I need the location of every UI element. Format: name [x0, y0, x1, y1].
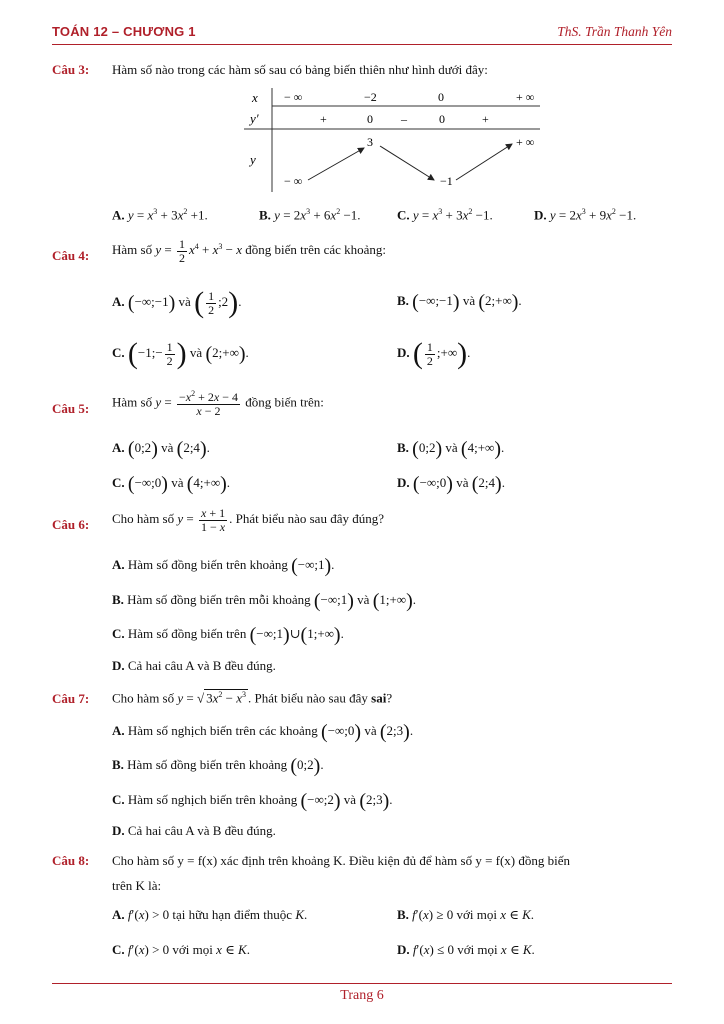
arrow-up-1 — [308, 148, 364, 180]
table-x-val: − ∞ — [284, 90, 303, 104]
question-8-option-a[interactable]: A. f′(x) > 0 tại hữu hạn điểm thuộc K. — [112, 907, 308, 922]
question-8-stem-line2: trên K là: — [112, 878, 162, 893]
page-number: Trang 6 — [340, 988, 384, 1003]
question-3-stem: Hàm số nào trong các hàm số sau có bảng biến thiên như hình dưới đây: — [112, 62, 488, 77]
question-5-label: Câu 5: — [52, 401, 90, 416]
question-3-option-b[interactable]: B. $y = 2x^3 + 6x^2 -1$. — [259, 207, 361, 223]
table-x-head: x — [252, 90, 258, 105]
question-7-stem: Cho hàm số y = √ $3x^2 - x^3$ . Phát biểu nào sau đây sai? — [112, 690, 393, 706]
question-3-option-c[interactable]: C. $y = x^3 + 3x^2 -1$. — [397, 207, 493, 223]
question-8-option-b[interactable]: B. f′(x) ≥ 0 với mọi x ∈ K. — [397, 907, 535, 922]
question-3-option-a[interactable]: A. $y = x^3 + 3x^2 +1$. — [112, 207, 208, 223]
table-sign: 0 — [439, 112, 445, 126]
question-4-stem: Hàm số y = $\frac{1}{2}$ $x^4 + x^3 - x$ đồng biến trên các khoảng: — [112, 237, 387, 265]
question-6-option-a[interactable]: A. Hàm số đồng biến trên khoảng (−∞;1). — [112, 555, 335, 577]
table-yprime-head: y′ — [250, 111, 259, 126]
question-5-option-a[interactable]: A. (0;2) và (2;4). — [112, 438, 210, 460]
arrow-down — [380, 146, 434, 180]
question-4-option-a[interactable]: A. (−∞;−1) và ( $\frac{1}{2}$ ;2). — [112, 286, 242, 319]
question-8-option-c[interactable]: C. f′(x) > 0 với mọi x ∈ K. — [112, 942, 250, 957]
table-x-val: −2 — [364, 90, 377, 104]
question-7-option-d[interactable]: D. Cả hai câu A và B đều đúng. — [112, 823, 276, 838]
question-7-label: Câu 7: — [52, 691, 90, 706]
question-4-option-c[interactable]: C. (−1;− $\frac{1}{2}$ ) và (2;+∞). — [112, 337, 249, 370]
question-5-option-c[interactable]: C. (−∞;0) và (4;+∞). — [112, 473, 231, 495]
question-4-option-d[interactable]: D. ( $\frac{1}{2}$ ;+∞). — [397, 337, 471, 370]
table-y-val: −1 — [440, 174, 453, 188]
question-5-option-d[interactable]: D. (−∞;0) và (2;4). — [397, 473, 505, 495]
table-sign: 0 — [367, 112, 373, 126]
header-divider — [52, 44, 672, 45]
question-3-option-d[interactable]: D. $y = 2x^3 + 9x^2 -1$. — [534, 207, 637, 223]
question-4-option-b[interactable]: B. (−∞;−1) và (2;+∞). — [397, 291, 522, 313]
question-7-option-b[interactable]: B. Hàm số đồng biến trên khoảng (0;2). — [112, 755, 324, 777]
question-4-label: Câu 4: — [52, 248, 90, 263]
table-y-val: + ∞ — [516, 135, 535, 149]
question-6-label: Câu 6: — [52, 517, 90, 532]
table-y-head: y — [250, 152, 256, 167]
question-5-stem: Hàm số y = $\frac{-x^2 + 2x - 4}{x - 2}$ đồng biến trên: — [112, 389, 324, 418]
question-6-option-c[interactable]: C. Hàm số đồng biến trên (−∞;1)∪(1;+∞). — [112, 624, 344, 646]
question-3-label: Câu 3: — [52, 62, 90, 77]
question-8-label: Câu 8: — [52, 853, 90, 868]
header-chapter: TOÁN 12 – CHƯƠNG 1 — [52, 24, 196, 39]
footer-divider — [52, 983, 672, 984]
question-6-stem: Cho hàm số y = $\frac{x + 1}{1 - x}$ . Phát biểu nào sau đây đúng? — [112, 506, 384, 534]
table-sign: – — [401, 112, 407, 126]
variation-table — [240, 84, 550, 194]
question-7-option-a[interactable]: A. Hàm số nghịch biến trên các khoảng (−∞;0) và (2;3). — [112, 721, 414, 743]
table-y-val: 3 — [367, 135, 373, 149]
question-5-option-b[interactable]: B. (0;2) và (4;+∞). — [397, 438, 505, 460]
question-6-option-b[interactable]: B. Hàm số đồng biến trên mỗi khoảng (−∞;1) và (1;+∞). — [112, 590, 416, 612]
table-x-val: + ∞ — [516, 90, 535, 104]
arrow-up-2 — [456, 144, 512, 180]
table-sign: + — [482, 112, 489, 126]
table-sign: + — [320, 112, 327, 126]
header-author: ThS. Trần Thanh Yên — [557, 24, 672, 39]
question-8-option-d[interactable]: D. f′(x) ≤ 0 với mọi x ∈ K. — [397, 942, 535, 957]
question-6-option-d[interactable]: D. Cả hai câu A và B đều đúng. — [112, 658, 276, 673]
table-y-val: − ∞ — [284, 174, 303, 188]
table-x-val: 0 — [438, 90, 444, 104]
question-7-option-c[interactable]: C. Hàm số nghịch biến trên khoảng (−∞;2) và (2;3). — [112, 790, 393, 812]
question-8-stem-line1: Cho hàm số y = f(x) xác định trên khoảng K. Điều kiện đủ để hàm số y = f(x) đồng biến — [112, 853, 571, 868]
